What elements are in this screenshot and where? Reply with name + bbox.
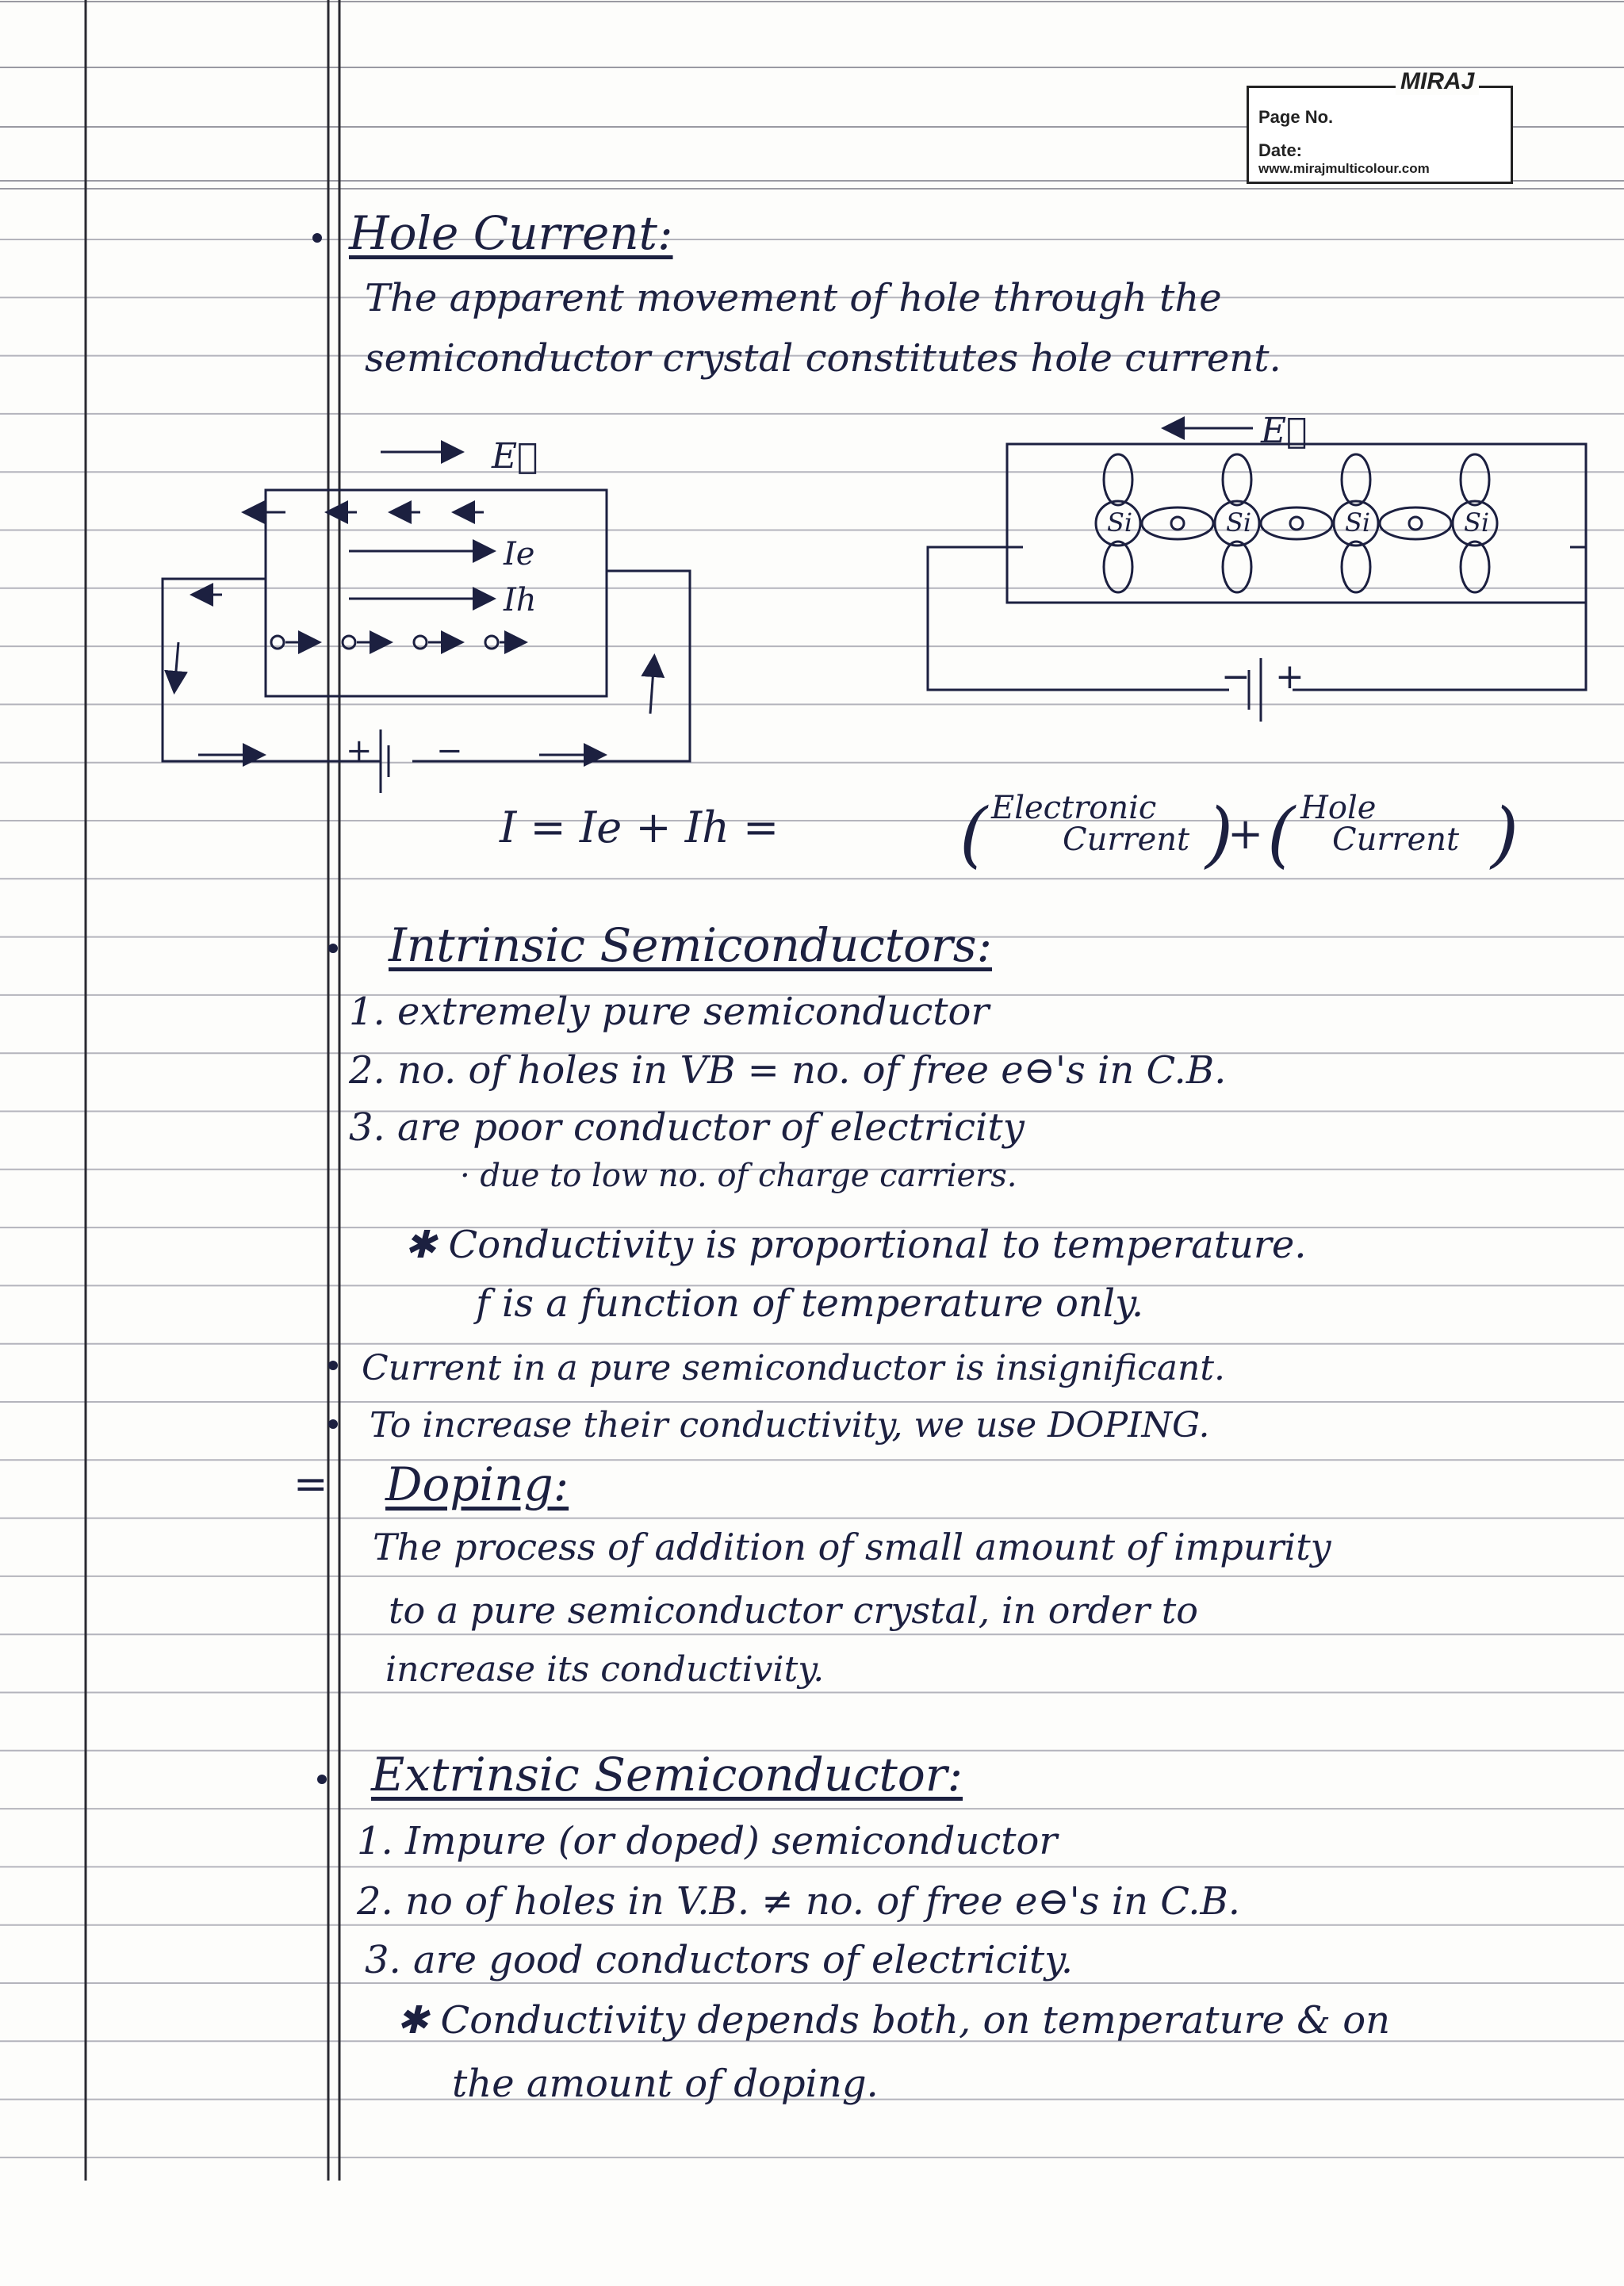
covalent-bond (1342, 542, 1370, 592)
ih-label: Ih (504, 582, 537, 618)
covalent-bond (1342, 454, 1370, 505)
doping-marker: = (293, 1461, 328, 1508)
hole-marker (1409, 517, 1422, 530)
extrinsic-item-3: 3. are good conductors of electricity. (365, 1938, 1074, 1982)
doping-line-2: to a pure semiconductor crystal, in order to (389, 1589, 1198, 1632)
extrinsic-item-2: 2. no of holes in V.B. ≠ no. of free e⊖'s in C.B. (357, 1879, 1241, 1924)
covalent-bond (1261, 507, 1332, 539)
ie-label: Ie (504, 536, 535, 572)
extrinsic-item-1: 1. Impure (or doped) semiconductor (357, 1819, 1058, 1863)
page-stamp (1247, 86, 1513, 184)
battery-plus-left: + (346, 733, 373, 769)
intrinsic-item-2: 2. no. of holes in VB = no. of free e⊖'s in C.B. (349, 1048, 1227, 1093)
battery-plus-right: + (1275, 657, 1304, 697)
date-label: Date: (1258, 140, 1303, 160)
covalent-bond (1104, 542, 1132, 592)
silicon-lattice-diagram (920, 396, 1602, 745)
page-no-label: Page No. (1258, 107, 1334, 127)
intrinsic-item-1: 1. extremely pure semiconductor (349, 990, 990, 1034)
bullet-icon (328, 944, 338, 953)
intrinsic-bullet-1: Current in a pure semiconductor is insignificant. (362, 1348, 1226, 1388)
si-atom-1: Si (1107, 507, 1133, 538)
si-atom-3: Si (1345, 507, 1371, 538)
covalent-bond (1461, 454, 1489, 505)
covalent-bond (1223, 454, 1251, 505)
hole-marker (1290, 517, 1303, 530)
intrinsic-heading: Intrinsic Semiconductors: (389, 918, 993, 972)
bullet-icon (328, 1361, 338, 1370)
electronic-label: Electronic (991, 790, 1157, 826)
covalent-bond (1104, 454, 1132, 505)
battery-minus-left: − (436, 733, 463, 769)
hole-marker (1171, 517, 1184, 530)
hole-label: Hole (1300, 790, 1377, 826)
hole-current-line-1: The apparent movement of hole through the (365, 276, 1222, 320)
extrinsic-note-2: the amount of doping. (452, 2062, 879, 2106)
intrinsic-item-3-sub: · due to low no. of charge carriers. (460, 1158, 1017, 1194)
paren-close-1: ) (1205, 793, 1234, 876)
brand-logo: MIRAJ (1396, 68, 1479, 95)
intrinsic-note-1: ✱ Conductivity is proportional to temperature. (404, 1223, 1307, 1267)
hole-current-label: Current (1332, 821, 1460, 858)
current-equation: I = Ie + Ih = (500, 802, 779, 852)
doping-heading: Doping: (385, 1457, 569, 1511)
website-label: www.mirajmulticolour.com (1258, 161, 1430, 176)
covalent-bond (1142, 507, 1213, 539)
bullet-icon (312, 233, 322, 243)
si-atom-4: Si (1464, 507, 1490, 538)
doping-line-3: increase its conductivity. (385, 1649, 825, 1690)
bullet-icon (317, 1775, 327, 1784)
si-atom-2: Si (1226, 507, 1252, 538)
paren-open-2: ( (1267, 793, 1296, 876)
battery-minus-right: − (1221, 657, 1251, 697)
field-label-left: E⃗ (492, 436, 538, 477)
hole-current-heading: Hole Current: (349, 206, 673, 260)
covalent-bond (1380, 507, 1451, 539)
covalent-bond (1461, 542, 1489, 592)
hole-current-line-2: semiconductor crystal constitutes hole current. (365, 336, 1281, 381)
doping-line-1: The process of addition of small amount of impurity (373, 1526, 1331, 1568)
covalent-bond (1223, 542, 1251, 592)
hole-current-circuit-diagram (151, 428, 706, 856)
electronic-current-label: Current (1063, 821, 1190, 858)
paren-open-1: ( (959, 793, 988, 876)
intrinsic-note-2: f is a function of temperature only. (476, 1281, 1144, 1326)
extrinsic-heading: Extrinsic Semiconductor: (371, 1748, 963, 1802)
extrinsic-note-1: ✱ Conductivity depends both, on temperature & on (396, 1998, 1391, 2043)
equation-plus: + (1228, 809, 1264, 859)
bullet-icon (328, 1419, 338, 1429)
intrinsic-bullet-2: To increase their conductivity, we use DOPING. (370, 1405, 1210, 1446)
intrinsic-item-3: 3. are poor conductor of electricity (349, 1105, 1025, 1150)
field-label-right: E⃗ (1261, 411, 1308, 451)
paren-close-2: ) (1491, 793, 1519, 876)
